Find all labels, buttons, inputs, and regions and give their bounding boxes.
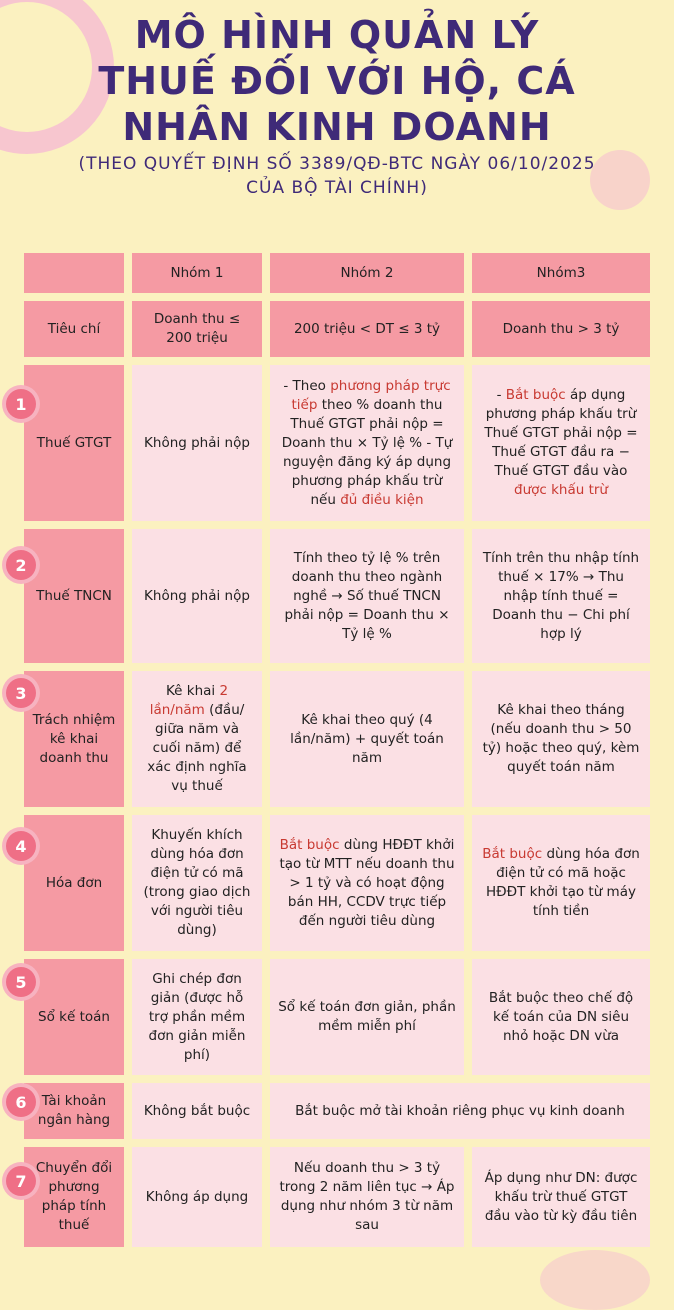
vat-group2 — [270, 365, 464, 521]
page-subtitle — [0, 152, 674, 200]
row-number-badge: 2 — [6, 550, 36, 580]
row-number-badge: 1 — [6, 389, 36, 419]
accounting-group2: Sổ kế toán đơn giản, phần mềm miễn phí — [270, 959, 464, 1075]
pit-group2: Tính theo tỷ lệ % trên doanh thu theo ngành nghề → Số thuế TNCN phải nộp = Doanh thu × Tỷ lệ % — [270, 529, 464, 663]
pit-group1: Không phải nộp — [132, 529, 262, 663]
row-label-conversion: Chuyển đổi phương pháp tính thuế — [24, 1147, 124, 1247]
row-label-invoice: Hóa đơn — [24, 815, 124, 951]
column-header-group1: Nhóm 1 — [132, 253, 262, 293]
row-label-vat: Thuế GTGT — [24, 365, 124, 521]
page-title — [0, 12, 674, 150]
subtitle-line: CỦA BỘ TÀI CHÍNH) — [246, 178, 428, 198]
conversion-group1: Không áp dụng — [132, 1147, 262, 1247]
column-header-empty — [24, 253, 124, 293]
row-number-badge: 3 — [6, 678, 36, 708]
row-number-badge: 4 — [6, 831, 36, 861]
title-line: NHÂN KINH DOANH — [122, 105, 552, 149]
row-label-bank: Tài khoản ngân hàng — [24, 1083, 124, 1139]
criteria-group2: 200 triệu < DT ≤ 3 tỷ — [270, 301, 464, 357]
criteria-group1: Doanh thu ≤ 200 triệu — [132, 301, 262, 357]
invoice-group3-text: Bắt buộc dùng hóa đơn điện tử có mã hoặc HĐĐT khởi tạo từ máy tính tiền — [482, 846, 640, 919]
row-label-accounting: Sổ kế toán — [24, 959, 124, 1075]
vat-group3 — [472, 365, 650, 521]
pit-group3: Tính trên thu nhập tính thuế × 17% → Thu nhập tính thuế = Doanh thu − Chi phí hợp lý — [472, 529, 650, 663]
vat-group3-text: - Bắt buộc áp dụng phương pháp khấu trừ Thuế GTGT phải nộp = Thuế GTGT đầu ra − Thuế GTGT đầu vào được khấu trừ — [484, 387, 638, 498]
declaration-group3: Kê khai theo tháng (nếu doanh thu > 50 tỷ) hoặc theo quý, kèm quyết toán năm — [472, 671, 650, 807]
bank-group2-3: Bắt buộc mở tài khoản riêng phục vụ kinh doanh — [270, 1083, 650, 1139]
conversion-group3: Áp dụng như DN: được khấu trừ thuế GTGT đầu vào từ kỳ đầu tiên — [472, 1147, 650, 1247]
row-number-badge: 7 — [6, 1166, 36, 1196]
row-number-badge: 6 — [6, 1087, 36, 1117]
vat-group1: Không phải nộp — [132, 365, 262, 521]
column-header-group2: Nhóm 2 — [270, 253, 464, 293]
row-number-badge: 5 — [6, 967, 36, 997]
row-label-pit: Thuế TNCN — [24, 529, 124, 663]
row-label-declaration: Trách nhiệm kê khai doanh thu — [24, 671, 124, 807]
declaration-group2: Kê khai theo quý (4 lần/năm) + quyết toán năm — [270, 671, 464, 807]
accounting-group3: Bắt buộc theo chế độ kế toán của DN siêu nhỏ hoặc DN vừa — [472, 959, 650, 1075]
invoice-group2-text: Bắt buộc dùng HĐĐT khởi tạo từ MTT nếu doanh thu > 1 tỷ và có hoạt động bán HH, CCDV trực tiếp đến người tiêu dùng — [279, 836, 455, 929]
conversion-group2: Nếu doanh thu > 3 tỷ trong 2 năm liên tục → Áp dụng như nhóm 3 từ năm sau — [270, 1147, 464, 1247]
bank-group1: Không bắt buộc — [132, 1083, 262, 1139]
invoice-group2 — [270, 815, 464, 951]
title-line: MÔ HÌNH QUẢN LÝ — [134, 13, 540, 57]
invoice-group3 — [472, 815, 650, 951]
declaration-group1-text: Kê khai 2 lần/năm (đầu/ giữa năm và cuối năm) để xác định nghĩa vụ thuế — [147, 683, 247, 794]
criteria-label: Tiêu chí — [24, 301, 124, 357]
column-header-group3: Nhóm3 — [472, 253, 650, 293]
accounting-group1: Ghi chép đơn giản (được hỗ trợ phần mềm đơn giản miễn phí) — [132, 959, 262, 1075]
subtitle-line: (THEO QUYẾT ĐỊNH SỐ 3389/QĐ-BTC NGÀY 06/10/2025 — [78, 154, 596, 174]
criteria-group3: Doanh thu > 3 tỷ — [472, 301, 650, 357]
vat-group2-text: - Theo phương pháp trực tiếp theo % doanh thu Thuế GTGT phải nộp = Doanh thu × Tỷ lệ % - Tự nguyện đăng ký áp dụng phương pháp khấu trừ nếu đủ điều kiện — [281, 377, 453, 508]
invoice-group1: Khuyến khích dùng hóa đơn điện tử có mã (trong giao dịch với người tiêu dùng) — [132, 815, 262, 951]
title-line: THUẾ ĐỐI VỚI HỘ, CÁ — [98, 59, 576, 103]
decor-blob-bottom — [540, 1250, 650, 1310]
declaration-group1 — [132, 671, 262, 807]
